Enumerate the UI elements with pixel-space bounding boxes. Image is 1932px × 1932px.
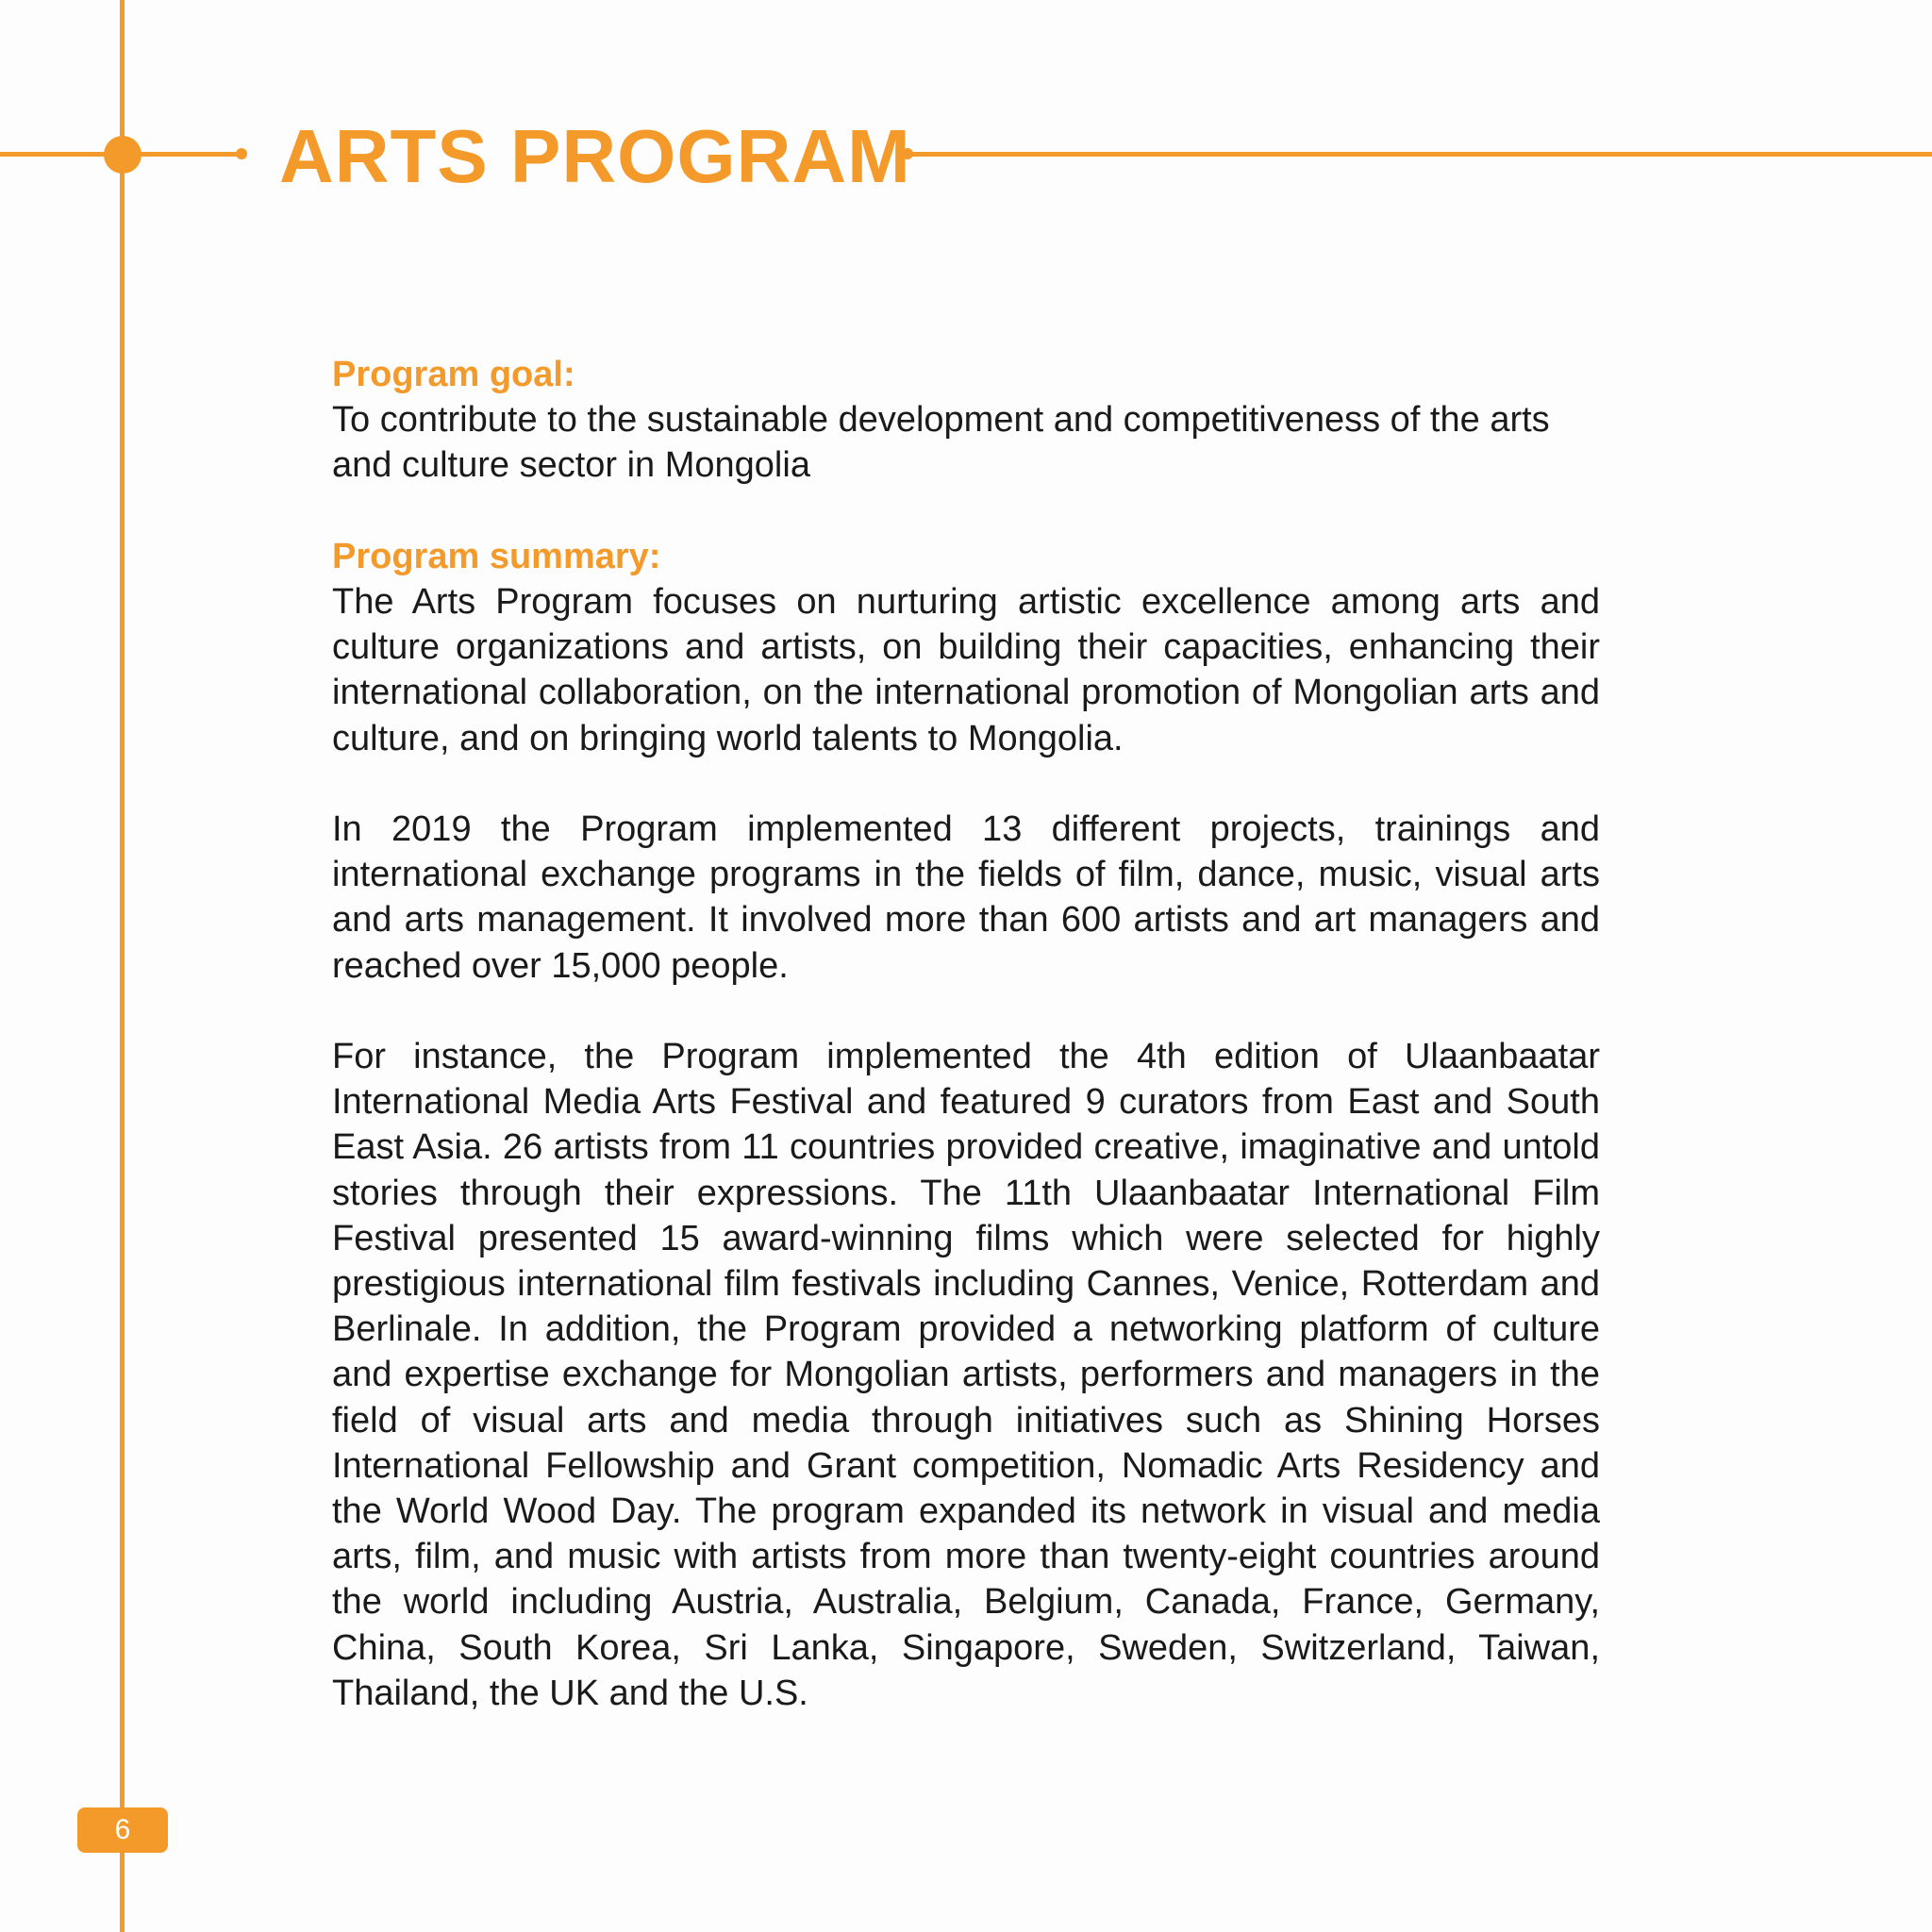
- goal-text: To contribute to the sustainable development and competitiveness of the arts and culture sector in Mongolia: [332, 400, 1550, 486]
- body-content: [332, 352, 1600, 1716]
- junction-dot: [104, 136, 142, 174]
- summary-heading: Program summary:: [332, 536, 661, 576]
- summary-paragraph-1: The Arts Program focuses on nurturing artistic excellence among arts and culture organizations and artists, on building their capacities, enhancing their international collaboration, on the international promotion of Mongolian arts and culture, and on bringing world talents to Mongolia.: [332, 582, 1600, 758]
- title-rule-right: [906, 152, 1932, 157]
- page-title: ARTS PROGRAM: [279, 114, 911, 198]
- vertical-accent-line: [120, 0, 125, 1932]
- page-number-badge: 6: [77, 1807, 168, 1853]
- goal-heading: Program goal:: [332, 355, 575, 394]
- summary-paragraph-3: For instance, the Program implemented the 4th edition of Ulaanbaatar International Media Arts Festival and featured 9 curators from East and South East Asia. 26 artists from 11 countries provided creative, imaginative and untold stories through their expressions. The 11th Ulaanbaatar International Film Festival presented 15 award-winning films which were selected for highly prestigious international film festivals including Cannes, Venice, Rotterdam and Berlinale. In addition, the Program provided a networking platform of culture and expertise exchange for Mongolian artists, performers and managers in the field of visual arts and media through initiatives such as Shining Horses International Fellowship and Grant competition, Nomadic Arts Residency and the World Wood Day. The program expanded its network in visual and media arts, film, and music with artists from more than twenty-eight countries around the world including Austria, Australia, Belgium, Canada, France, Germany, China, South Korea, Sri Lanka, Singapore, Sweden, Switzerland, Taiwan, Thailand, the UK and the U.S.: [332, 1037, 1600, 1713]
- rule-end-dot-left: [236, 148, 247, 159]
- summary-paragraph-2: In 2019 the Program implemented 13 different projects, trainings and international exchange programs in the fields of film, dance, music, visual arts and arts management. It involved more than 600 artists and art managers and reached over 15,000 people.: [332, 809, 1600, 986]
